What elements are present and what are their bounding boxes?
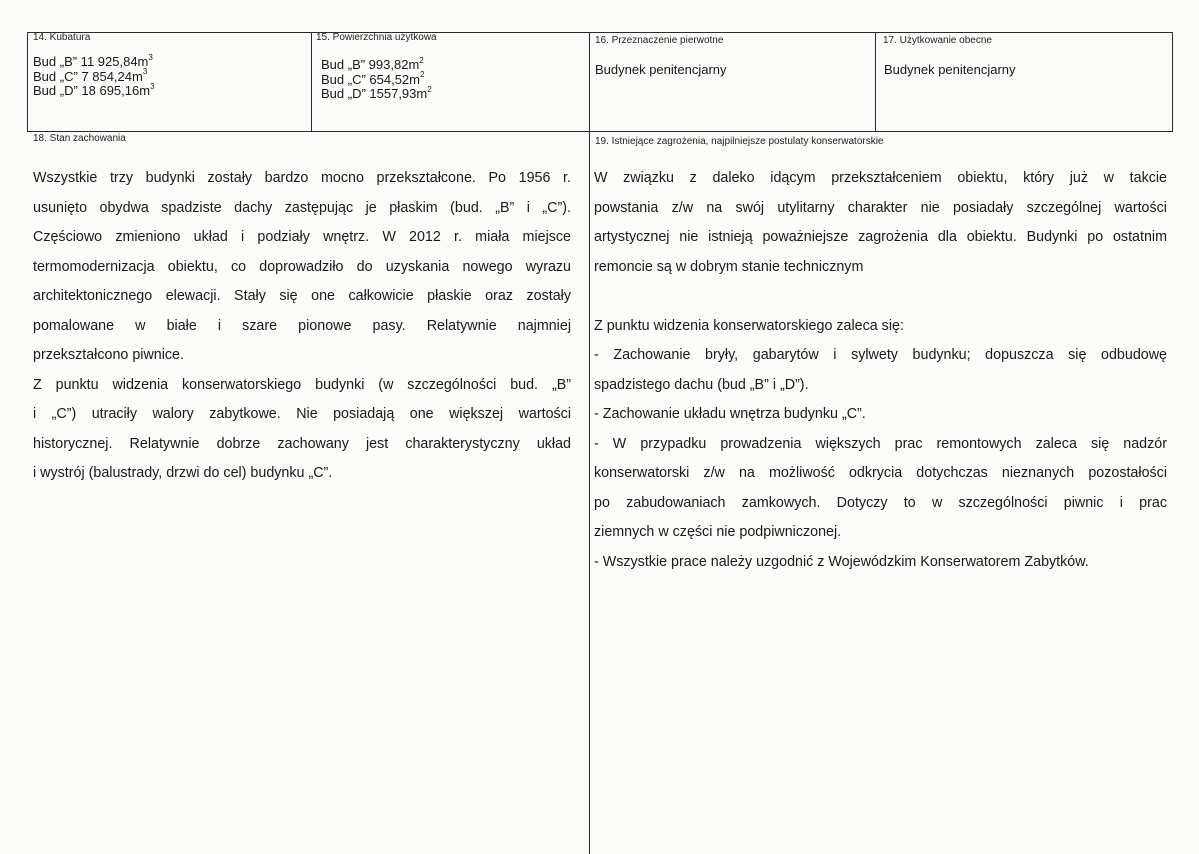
cubature-row: Bud „D” 18 $695,16m^3$ [33,81,155,98]
text-line: Wszystkie trzy budynki zostały bardzo mocno przekształcone. Po 1956 r. [33,170,571,186]
text-line: - Zachowanie układu wnętrza budynku „C”. [594,406,866,422]
area-row: Bud „B” $993,82m^2$ [321,55,424,72]
text-line: i „C”) utraciły walory zabytkowe. Nie posiadają one większej wartości [33,406,571,422]
field-18-label: 18. Stan zachowania [33,133,126,144]
text-line: usunięto obydwa spadziste dachy zastępując je płaskim (bud. „B” i „C”). [33,199,571,216]
text-line: W związku z daleko idącym przekształceniem obiektu, który już w takcie [594,170,1167,186]
text-line: - Zachowanie bryły, gabarytów i sylwety budynku; dopuszcza się odbudowę [594,347,1167,363]
text-line: - W przypadku prowadzenia większych prac remontowych zaleca się nadzór [594,435,1167,452]
col-divider-1 [311,32,312,132]
field-16-value: Budynek penitencjarny [595,62,727,77]
field-15-values [321,55,432,102]
field-14-values [33,52,155,99]
field-17-label: 17. Użytkowanie obecne [883,35,992,46]
text-line: artystycznej nie istnieją poważniejsze zagrożenia dla obiektu. Budynki po ostatnim [594,229,1167,245]
text-line: konserwatorski z/w na możliwość odkrycia dotychczas nieznanych pozostałości [594,465,1167,481]
text-line: Z punktu widzenia konserwatorskiego budynki (w szczególności bud. „B” [33,376,571,393]
field-19-label: 19. Istniejące zagrożenia, najpilniejsze postulaty konserwatorskie [595,136,884,147]
text-line: i wystrój (balustrady, drzwi do cel) budynku „C”. [33,465,333,481]
text-line: remoncie są w dobrym stanie technicznym [594,258,864,275]
top-border [27,32,1173,33]
text-line: Częściowo zmieniono układ i podziały wnętrz. W 2012 r. miała miejsce [33,229,571,245]
field-15-label: 15. Powierzchnia użytkowa [316,32,437,43]
text-line [594,282,1167,312]
text-line: powstania z/w na swój utylitarny charakter nie posiadały szczególnej wartości [594,199,1167,216]
text-line: architektonicznego elewacji. Stały się one całkowicie płaskie oraz zostały [33,288,571,304]
text-line: spadzistego dachu (bud „B” i „D”). [594,376,809,393]
field-17-value: Budynek penitencjarny [884,62,1016,77]
text-line: Z punktu widzenia konserwatorskiego zaleca się: [594,317,904,334]
field-18-text [33,164,571,489]
area-row: Bud „D” $1557,93m^2$ [321,84,432,101]
cubature-row: Bud „B” 11 $925,84m^3$ [33,52,153,69]
text-line: historycznej. Relatywnie dobrze zachowany jest charakterystyczny układ [33,435,571,452]
field-14-label: 14. Kubatura [33,32,91,43]
col-divider-2 [875,32,876,132]
text-line: ziemnych w części nie podpiwniczonej. [594,524,842,540]
left-border [27,32,28,132]
text-line: po zabudowaniach zamkowych. Dotyczy to w szczególności piwnic i prac [594,494,1167,511]
text-line: pomalowane w białe i szare pionowe pasy. Relatywnie najmniej [33,317,571,334]
center-divider [589,32,590,854]
field-16-label: 16. Przeznaczenie pierwotne [595,35,724,46]
field-19-text [594,164,1167,577]
row-divider [27,131,1173,132]
text-line: - Wszystkie prace należy uzgodnić z Wojewódzkim Konserwatorem Zabytków. [594,553,1089,570]
text-line: termomodernizacja obiektu, co doprowadziło do uzyskania nowego wyrazu [33,258,571,275]
text-line: przekształcono piwnice. [33,347,184,363]
cubature-row: Bud „C” 7 $854,24m^3$ [33,67,148,84]
right-border [1172,32,1173,132]
area-row: Bud „C” $654,52m^2$ [321,70,425,87]
